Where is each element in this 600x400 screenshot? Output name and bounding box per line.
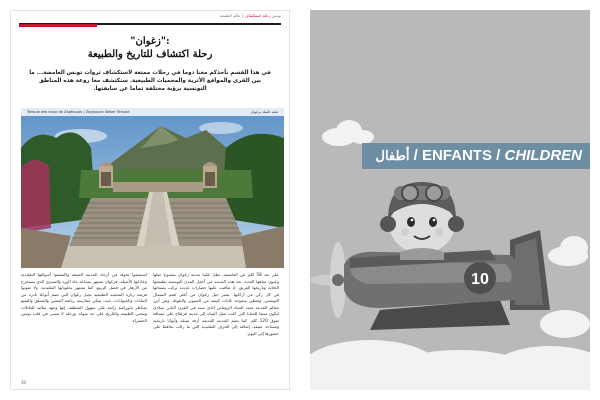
pilot-boy-plane-illustration xyxy=(310,160,590,390)
page-number: 30 xyxy=(21,380,27,385)
running-head xyxy=(19,13,281,22)
right-page xyxy=(310,10,590,390)
banner-arabic: أطفال xyxy=(375,148,410,163)
cloud-decoration xyxy=(350,130,374,144)
photo-caption xyxy=(21,108,284,116)
water-temple-photo xyxy=(21,108,284,268)
banner-separator: / xyxy=(491,147,505,164)
article-title xyxy=(21,35,279,62)
left-page xyxy=(10,10,290,390)
banner-english: CHILDREN xyxy=(504,147,582,164)
temple-illustration xyxy=(21,108,284,268)
title-subtitle: رحلة اكتشاف للتاريخ والطبيعة xyxy=(87,49,213,60)
banner-french: ENFANTS xyxy=(421,147,492,164)
body-column-right: على بعد 58 كلم عن العاصمة، تطل علينا مدينة زغوان بشموخ جبلها وعيون مياهها العذبة. تعد هذه المدينة من أجمل المدن التونسية بطبيعتها الخلابة وتاريخها العريق، إذ تعاقبت عليها حضارات عديدة تركت بصماتها في كل ركن من أركانها. يعتبر جبل زغوان من أعلى قمم الشمال التونسي، وتغطي سفوحه غابات كثيفة من الصنوبر والبلوط. ومن أبرز معالم المدينة معبد المياه الروماني الذي شيد في القرن الثاني ميلادي ليكون منبعا للحنايا التي كانت تنقل المياه إلى مدينة قرطاج على مسافة تفوق 120 كلم. كما تضم المدينة القديمة أزقة ضيقة وأبوابا تاريخية ومساجد عتيقة، إضافة إلى الحرف التقليدية التي ما زالت تحافظ على حضورها إلى اليوم. xyxy=(153,272,279,336)
title-place-name: "زغوان": xyxy=(130,36,170,47)
banner-separator: / xyxy=(409,147,422,164)
running-head-before: تونس xyxy=(270,13,281,18)
running-head-after: | عالم الطبيعة xyxy=(219,13,244,18)
article-body xyxy=(21,272,279,384)
plane-number: 10 xyxy=(471,271,489,288)
body-column-left: استمتعوا بجولة في أرجاء المدينة العتيقة واكتشفوا أسواقها التقليدية وعاداتها الأصيلة، فزغوان تشتهر بصناعة ماء الورد والنسري الذي يستخرج من الأزهار في فصل الربيع، كما تشتهر بحلوياتها التقليدية. ولا تفوتوا فرصة زيارة المحمية الطبيعية بجبل زغوان التي تضم أنواعا نادرة من النباتات والحيوانات، حيث يمكن ممارسة رياضة المشي والتسلق والتمتع بمناظر بانورامية رائعة على سهول المنطقة. إنها وجهة مثالية للعائلات ومحبي الطبيعة والتاريخ على حد سواء، ورحلة لا تنسى في قلب تونس الخضراء. xyxy=(21,272,147,323)
lead-paragraph: في هذا القسم نأخذكم معنا دوما في رحلات ممتعة لاستكشاف ثروات تونس الغامضة... ما بين القرى والمواقع الأثرية والمحميات الطبيعية. سنكتشف معا روعة هذه المناطق التونسية برؤية مختلفة تماما عن سابقتها. xyxy=(29,70,271,92)
caption-arabic: معبد المياه بزغوان xyxy=(250,110,278,114)
running-head-section: رحلة استكشاف xyxy=(243,13,271,18)
caption-french: Temple des eaux de Zaghouan / Zaghouan Water Temple xyxy=(27,110,130,114)
header-accent-bar xyxy=(19,24,97,27)
